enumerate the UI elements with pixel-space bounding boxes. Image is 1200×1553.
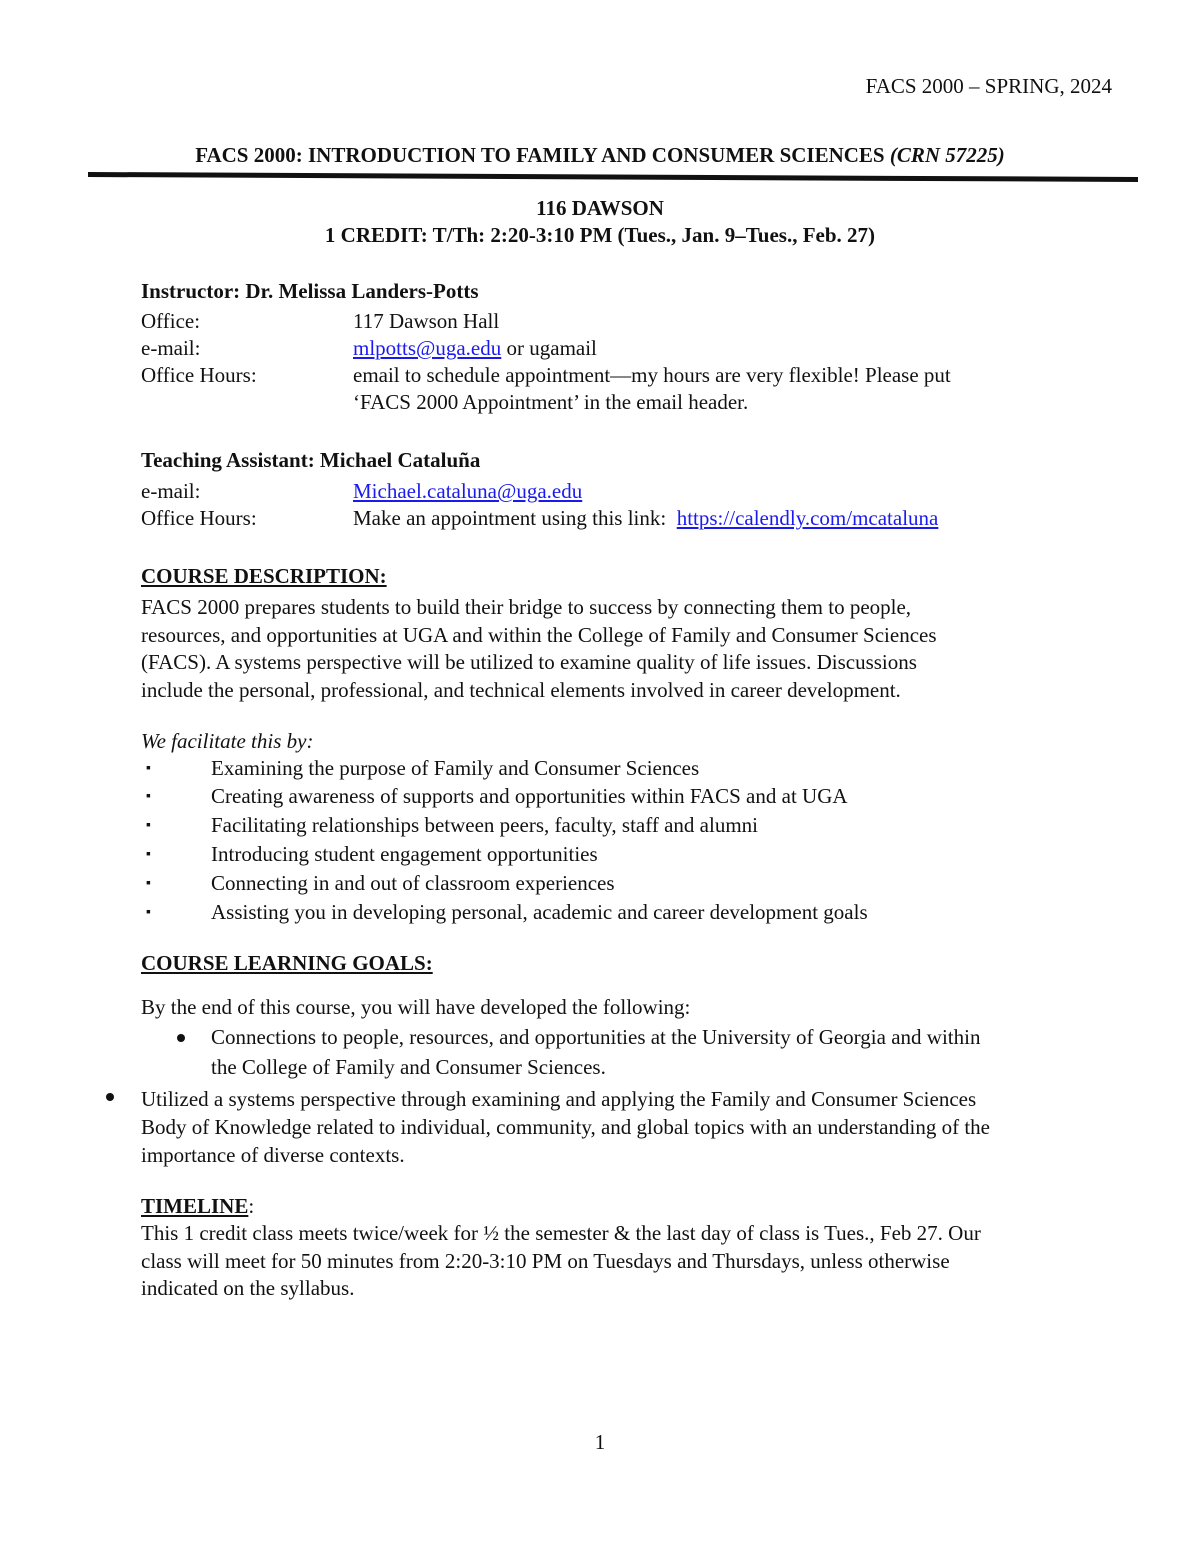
square-bullet-icon: ▪ <box>146 847 151 862</box>
page-number: 1 <box>594 1430 606 1454</box>
ta-hours <box>353 506 938 531</box>
course-schedule: 1 CREDIT: T/Th: 2:20-3:10 PM (Tues., Jan. 9–Tues., Feb. 27) <box>324 223 876 247</box>
facilitate-item: Connecting in and out of classroom experiences <box>211 871 615 895</box>
facilitate-item: Examining the purpose of Family and Consumer Sciences <box>211 756 700 780</box>
course-title-main: FACS 2000: INTRODUCTION TO FAMILY AND CONSUMER SCIENCES <box>195 143 890 167</box>
timeline-line: This 1 credit class meets twice/week for ½ the semester & the last day of class is Tues., Feb 27. Our <box>141 1221 981 1245</box>
square-bullet-icon: ▪ <box>146 761 151 776</box>
square-bullet-icon: ▪ <box>146 876 151 891</box>
description-line: FACS 2000 prepares students to build their bridge to success by connecting them to people, <box>141 595 912 619</box>
facilitate-item: Introducing student engagement opportunities <box>211 842 598 866</box>
instructor-email <box>353 336 597 361</box>
course-title <box>0 143 1200 168</box>
course-description-heading: COURSE DESCRIPTION: <box>141 564 387 588</box>
ta-heading: Teaching Assistant: Michael Cataluña <box>141 448 481 472</box>
instructor-email-label: e-mail: <box>141 336 201 360</box>
goal-item-2 <box>141 1085 990 1169</box>
timeline-line: class will meet for 50 minutes from 2:20-3:10 PM on Tuesdays and Thursdays, unless otherwise <box>141 1248 950 1273</box>
goal2-line: importance of diverse contexts. <box>141 1143 405 1167</box>
instructor-email-suffix: or ugamail <box>501 336 597 360</box>
timeline-colon: : <box>248 1194 255 1218</box>
square-bullet-icon: ▪ <box>146 818 151 833</box>
instructor-hours-line2: ‘FACS 2000 Appointment’ in the email header. <box>353 390 749 414</box>
running-header: FACS 2000 – SPRING, 2024 <box>865 74 1112 98</box>
description-line: include the personal, professional, and technical elements involved in career development. <box>141 677 901 702</box>
facilitate-item: Assisting you in developing personal, academic and career development goals <box>211 900 868 924</box>
calendly-link[interactable]: https://calendly.com/mcataluna <box>676 506 939 530</box>
timeline-heading-text: TIMELINE <box>141 1194 249 1218</box>
ta-email-link[interactable]: Michael.cataluna@uga.edu <box>353 479 583 503</box>
description-line: (FACS). A systems perspective will be utilized to examine quality of life issues. Discussions <box>141 650 917 674</box>
instructor-heading: Instructor: Dr. Melissa Landers-Potts <box>141 279 479 303</box>
course-description-text <box>141 594 1076 704</box>
instructor-email-link[interactable]: mlpotts@uga.edu <box>353 336 502 360</box>
goal-item-line2: the College of Family and Consumer Sciences. <box>211 1055 606 1079</box>
timeline-text <box>141 1220 981 1303</box>
goal-item-line1: Connections to people, resources, and opportunities at the University of Georgia and within <box>211 1025 981 1049</box>
goals-intro: By the end of this course, you will have developed the following: <box>141 995 691 1019</box>
ta-email-label: e-mail: <box>141 479 201 503</box>
goal2-line: Utilized a systems perspective through examining and applying the Family and Consumer Sciences <box>141 1087 977 1111</box>
instructor-hours-label: Office Hours: <box>141 363 257 387</box>
ta-hours-label: Office Hours: <box>141 506 257 530</box>
bullet-dot-icon <box>106 1093 114 1101</box>
facilitate-item: Facilitating relationships between peers, faculty, staff and alumni <box>211 813 759 837</box>
course-location: 116 DAWSON <box>536 196 664 220</box>
facilitate-intro: We facilitate this by: <box>141 729 314 753</box>
description-line: resources, and opportunities at UGA and within the College of Family and Consumer Sciences <box>141 622 937 647</box>
instructor-hours-line1: email to schedule appointment—my hours are very flexible! Please put <box>353 363 951 387</box>
square-bullet-icon: ▪ <box>146 789 151 804</box>
timeline-heading <box>141 1194 254 1219</box>
facilitate-item: Creating awareness of supports and opportunities within FACS and at UGA <box>211 784 848 808</box>
ta-hours-text: Make an appointment using this link: <box>353 506 677 530</box>
timeline-line: indicated on the syllabus. <box>141 1276 355 1300</box>
instructor-office-value: 117 Dawson Hall <box>353 309 500 333</box>
course-crn: (CRN 57225) <box>889 143 1005 167</box>
square-bullet-icon: ▪ <box>146 905 151 920</box>
goal2-line: Body of Knowledge related to individual, community, and global topics with an understanding of the <box>141 1115 990 1139</box>
title-rule <box>88 172 1138 182</box>
learning-goals-heading: COURSE LEARNING GOALS: <box>141 951 433 975</box>
bullet-dot-icon <box>177 1034 185 1042</box>
ta-email <box>353 479 582 504</box>
instructor-office-label: Office: <box>141 309 201 333</box>
